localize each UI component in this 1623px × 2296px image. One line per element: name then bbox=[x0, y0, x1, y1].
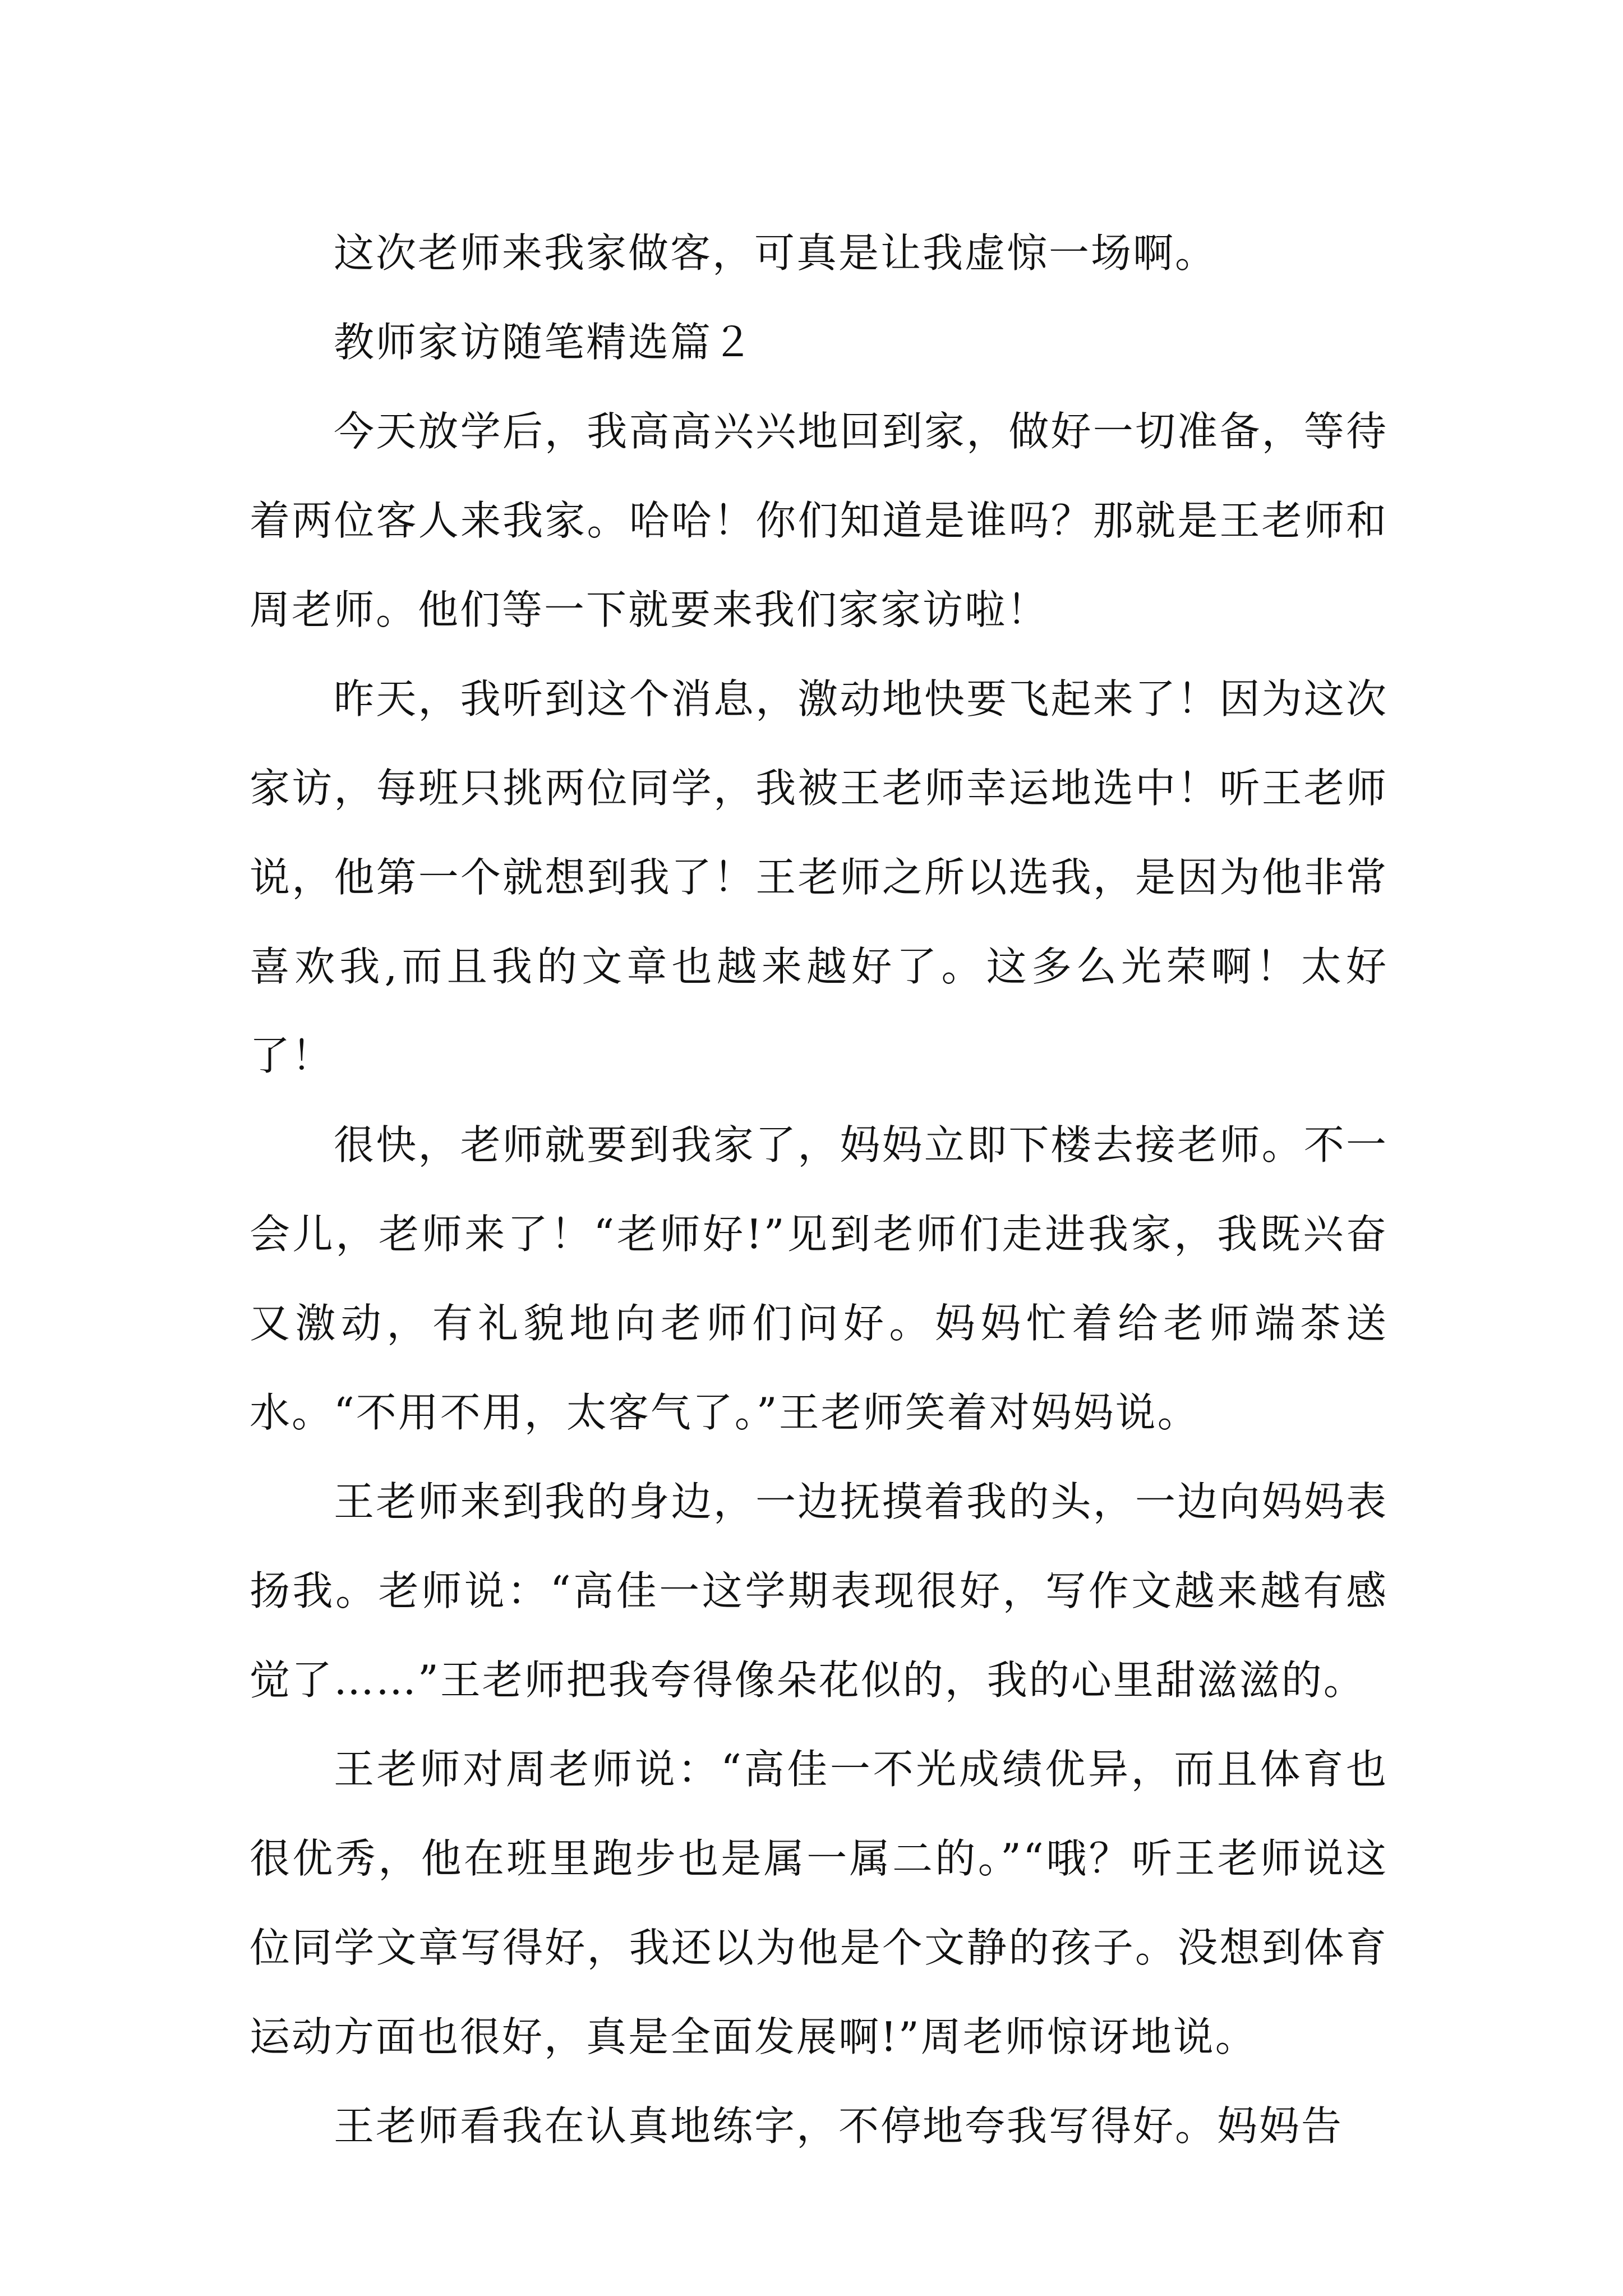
paragraph: 这次老师来我家做客，可真是让我虚惊一场啊。 bbox=[334, 229, 1218, 277]
paragraph: 昨天，我听到这个消息，激动地快要飞起来了！因为这次家访，每班只挑两位同学，我被王老师幸运地选中！听王老师说，他第一个就想到我了！王老师之所以选我，是因为他非常喜欢我,而且我的文章也越来越好了。这多么光荣啊！太好了！ bbox=[250, 675, 1388, 1079]
paragraph: 王老师对周老师说：“高佳一不光成绩优异，而且体育也很优秀，他在班里跑步也是属一属二的。”“哦？听王老师说这位同学文章写得好，我还以为他是个文静的孩子。没想到体育运动方面也很好，真是全面发展啊!”周老师惊讶地说。 bbox=[250, 1746, 1388, 2060]
document-body bbox=[250, 209, 1388, 2171]
paragraph: 今天放学后，我高高兴兴地回到家，做好一切准备，等待着两位客人来我家。哈哈！你们知道是谁吗？那就是王老师和周老师。他们等一下就要来我们家家访啦！ bbox=[250, 408, 1388, 633]
section-heading: 教师家访随笔精选篇２ bbox=[334, 319, 755, 366]
paragraph: 王老师看我在认真地练字，不停地夸我写得好。妈妈告 bbox=[334, 2102, 1344, 2150]
paragraph: 王老师来到我的身边，一边抚摸着我的头，一边向妈妈表扬我。老师说：“高佳一这学期表现很好，写作文越来越有感觉了……”王老师把我夸得像朵花似的，我的心里甜滋滋的。 bbox=[250, 1478, 1388, 1704]
paragraph: 很快，老师就要到我家了，妈妈立即下楼去接老师。不一会儿，老师来了！“老师好!”见到老师们走进我家，我既兴奋又激动，有礼貌地向老师们问好。妈妈忙着给老师端茶送水。“不用不用，太客气了。”王老师笑着对妈妈说。 bbox=[250, 1121, 1388, 1436]
